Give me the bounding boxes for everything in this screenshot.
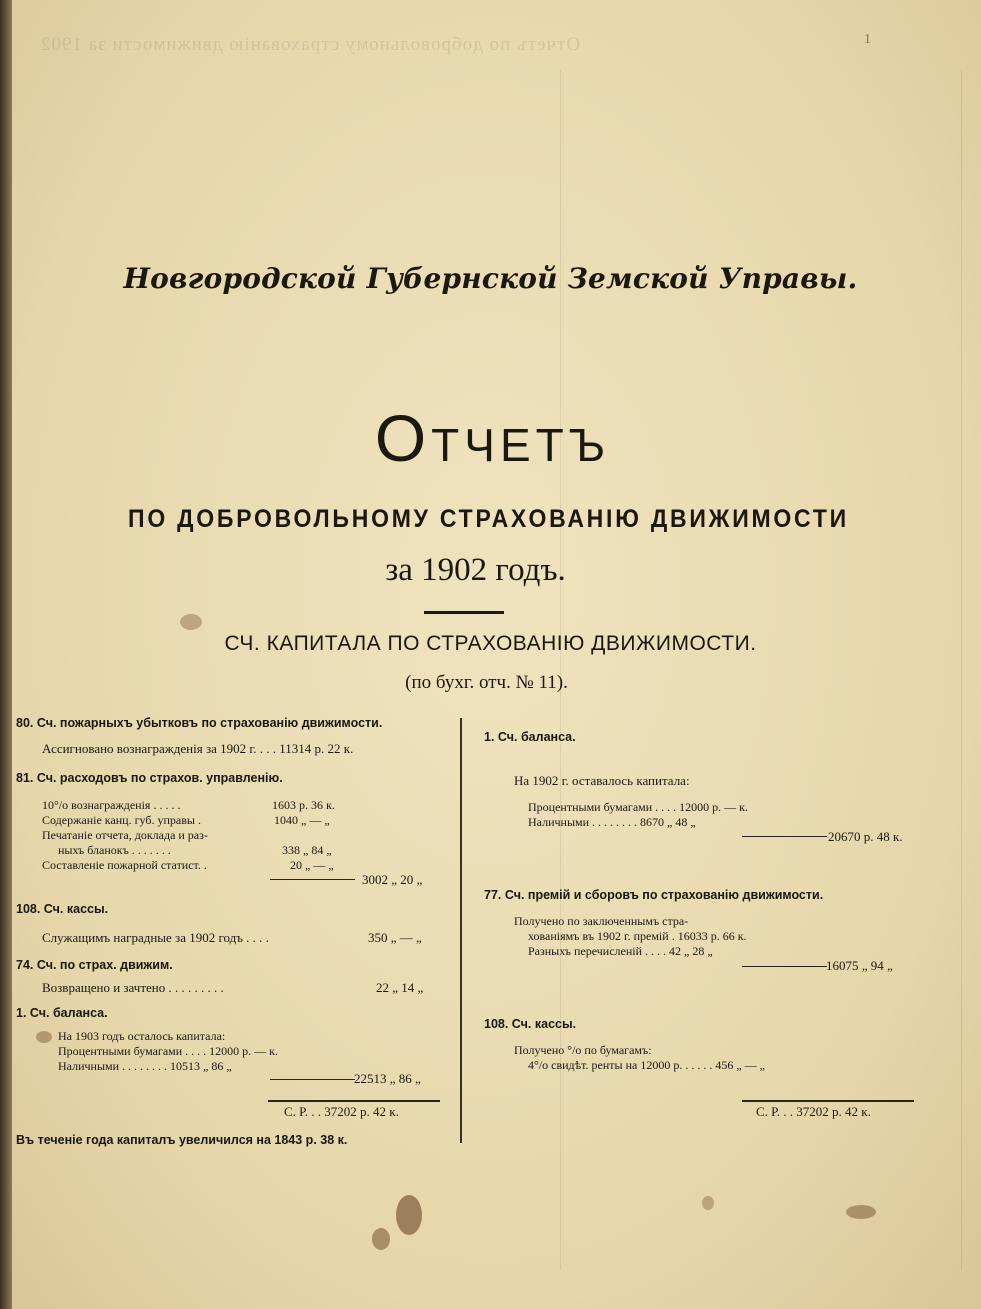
debit-s80-line: Ассигновано вознагражденія за 1902 г. . . . 11314 р. 22 к. xyxy=(42,741,354,756)
debit-s1-line1: На 1903 годъ осталось капитала: xyxy=(58,1029,226,1043)
paper-stain xyxy=(396,1195,422,1235)
debit-s81-value4: 338 „ 84 „ xyxy=(282,843,332,857)
bookkeeping-reference: (по бухг. отч. № 11). xyxy=(405,672,568,693)
debit-s108-value: 350 „ — „ xyxy=(368,930,422,945)
credit-s108-heading: 108. Сч. кассы. xyxy=(484,1017,577,1031)
debit-s74-line: Возвращено и зачтено . . . . . . . . . xyxy=(42,980,224,995)
credit-s77-line1: Получено по заключеннымъ стра- xyxy=(514,914,689,928)
credit-s1-line3: Наличными . . . . . . . . 8670 „ 48 „ xyxy=(528,815,696,829)
debit-s81-line3: Печатаніе отчета, доклада и раз- xyxy=(42,828,208,842)
council-name: Новгородской Губернской Земской Управы. xyxy=(123,262,858,295)
paper-stain xyxy=(180,614,202,630)
debit-s81-value2: 1040 „ — „ xyxy=(274,813,330,827)
debit-s1-subtotal-rule xyxy=(270,1079,355,1080)
credit-s1-line1: На 1902 г. оставалось капитала: xyxy=(514,773,690,788)
page-number: 1 xyxy=(864,32,871,47)
bleed-through-table xyxy=(560,70,962,1270)
debit-s81-line1: 10°/о вознагражденія . . . . . xyxy=(42,798,181,812)
capital-increase-note: Въ теченіе года капиталъ увеличился на 1843 р. 38 к. xyxy=(16,1133,348,1147)
account-title: СЧ. КАПИТАЛА ПО СТРАХОВАНІЮ ДВИЖИМОСТИ. xyxy=(224,632,757,655)
credit-s108-line2: 4°/о свидѣт. ренты на 12000 р. . . . . . 456 „ — „ xyxy=(528,1058,765,1072)
debit-s80-heading: 80. Сч. пожарныхъ убытковъ по страхованію движимости. xyxy=(16,716,383,730)
credit-s1-subtotal-rule xyxy=(742,836,827,837)
debit-s1-heading: 1. Сч. баланса. xyxy=(16,1006,108,1020)
debit-s1-line2: Процентными бумагами . . . . 12000 р. — к. xyxy=(58,1044,279,1058)
debit-s108-heading: 108. Сч. кассы. xyxy=(16,902,109,916)
debit-s108-line: Служащимъ наградные за 1902 годъ . . . . xyxy=(42,930,269,945)
debit-s81-line2: Содержаніе канц. губ. управы . xyxy=(42,813,201,827)
credit-s77-total: 16075 „ 94 „ xyxy=(826,958,893,973)
debit-s74-heading: 74. Сч. по страх. движим. xyxy=(16,958,173,972)
debit-s81-value5: 20 „ — „ xyxy=(290,858,334,872)
credit-s1-total: 20670 р. 48 к. xyxy=(828,829,903,844)
credit-s77-line3: Разныхъ перечисленій . . . . 42 „ 28 „ xyxy=(528,944,713,958)
debit-s81-heading: 81. Сч. расходовъ по страхов. управленію. xyxy=(16,771,283,785)
title-divider xyxy=(424,611,504,614)
debit-s74-value: 22 „ 14 „ xyxy=(376,980,424,995)
bleed-through-header: Отчетъ по добровольному страхованію движимости за 1902 xyxy=(40,34,581,55)
credit-grand-total: С. Р. . . 37202 р. 42 к. xyxy=(756,1104,871,1119)
debit-s81-subtotal-rule xyxy=(270,879,355,880)
credit-s77-subtotal-rule xyxy=(742,966,827,967)
paper-stain xyxy=(36,1031,52,1043)
credit-grand-total-rule xyxy=(742,1100,914,1102)
credit-s1-heading: 1. Сч. баланса. xyxy=(484,730,576,744)
credit-s77-line2: хованіямъ въ 1902 г. премій . 16033 р. 66 к. xyxy=(528,929,747,943)
paper-stain xyxy=(702,1196,714,1210)
report-year: за 1902 годъ. xyxy=(385,552,566,588)
debit-s81-line4: ныхъ бланокъ . . . . . . . xyxy=(58,843,171,857)
debit-s1-total: 22513 „ 86 „ xyxy=(354,1071,421,1086)
credit-s108-line1: Получено °/о по бумагамъ: xyxy=(514,1043,652,1057)
debit-s81-total: 3002 „ 20 „ xyxy=(362,872,423,887)
paper-stain xyxy=(846,1205,876,1219)
debit-s1-line3: Наличными . . . . . . . . 10513 „ 86 „ xyxy=(58,1059,232,1073)
debit-grand-total: С. Р. . . 37202 р. 42 к. xyxy=(284,1104,399,1119)
credit-s77-heading: 77. Сч. премій и сборовъ по страхованію движимости. xyxy=(484,888,824,902)
column-divider xyxy=(460,718,462,1143)
debit-s81-line5: Составленіе пожарной статист. . xyxy=(42,858,207,872)
debit-s81-value1: 1603 р. 36 к. xyxy=(272,798,335,812)
paper-stain xyxy=(372,1228,390,1250)
report-title: Отчетъ xyxy=(374,401,611,475)
debit-grand-total-rule xyxy=(268,1100,440,1102)
report-subtitle: ПО ДОБРОВОЛЬНОМУ СТРАХОВАНІЮ ДВИЖИМОСТИ xyxy=(128,505,849,533)
credit-s1-line2: Процентными бумагами . . . . 12000 р. — к. xyxy=(528,800,749,814)
